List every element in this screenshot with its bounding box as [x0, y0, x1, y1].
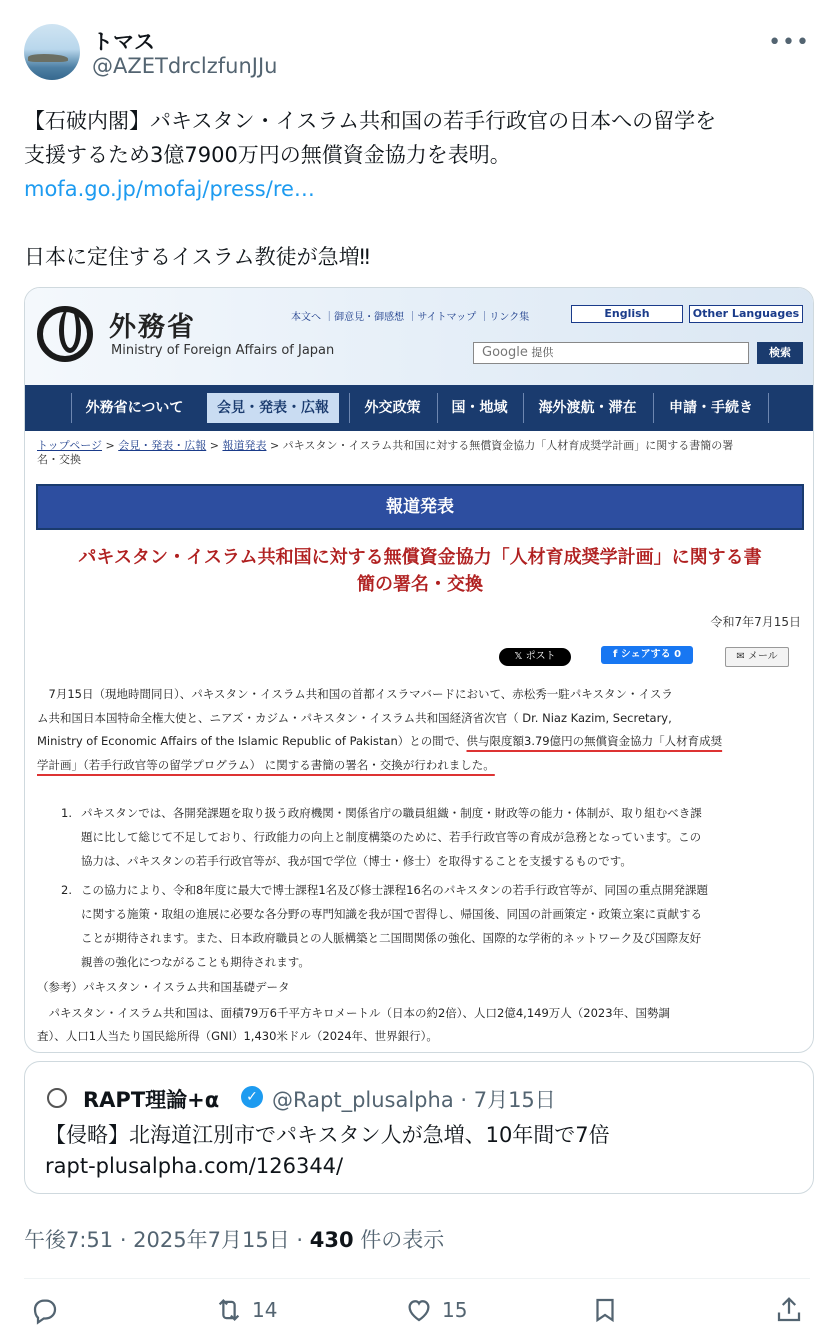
quoted-author-name: RAPT理論+α — [83, 1088, 220, 1112]
list-item — [37, 801, 805, 873]
mofa-header — [25, 288, 814, 385]
author-handle[interactable]: @AZETdrclzfunJJu — [92, 54, 278, 78]
highlighted-text: 学計画」（若手行政官等の留学プログラム） に関する書簡の署名・交換が行われました。 — [37, 757, 495, 772]
heart-icon — [404, 1295, 434, 1325]
press-title-line: 簡の署名・交換 — [357, 574, 483, 595]
x-post-button: 𝕏 ポスト — [499, 648, 571, 666]
breadcrumb-press: 報道発表 — [222, 439, 267, 452]
facebook-share-button: f シェアする 0 — [601, 646, 693, 664]
tweet-header — [24, 24, 810, 84]
list-line: この協力により、令和8年度に最大で博士課程1名及び修士課程16名のパキスタンの若手行政官等が、同国の重点開発課題 — [81, 883, 709, 897]
press-body-line: 7月15日（現地時間同日）、パキスタン・イスラム共和国の首都イスラマバードにおいて、赤松秀一駐パキスタン・イスラ — [37, 687, 673, 701]
highlighted-text: 供与限度額3.79億円の無償資金協力「人材育成奨 — [466, 734, 723, 748]
reply-icon — [30, 1295, 60, 1325]
retweet-button[interactable] — [214, 1290, 277, 1330]
nav-item-travel: 海外渡航・滞在 — [523, 393, 651, 423]
english-button: English — [571, 305, 683, 323]
google-sub-label: 提供 — [531, 346, 554, 359]
breadcrumb — [37, 439, 803, 467]
tweet-text — [24, 104, 814, 274]
nav-item-policy: 外交政策 — [349, 393, 435, 423]
verified-badge-icon: ✓ — [241, 1086, 263, 1108]
list-item — [37, 878, 805, 974]
view-label: 件の表示 — [353, 1228, 445, 1252]
more-options-icon[interactable]: ••• — [768, 30, 810, 55]
share-icon — [774, 1295, 804, 1325]
press-body-line — [37, 730, 805, 754]
breadcrumb-current-cont: 名・交換 — [37, 453, 81, 466]
press-title — [25, 544, 814, 598]
tweet-line: 日本に定住するイスラム教徒が急増‼ — [24, 245, 370, 269]
retweet-icon — [214, 1295, 244, 1325]
google-label: Google — [482, 345, 528, 360]
list-line: 協力は、パキスタンの若手行政官等が、我が国で学位（博士・修士）を取得することを支援するものです。 — [81, 854, 632, 868]
list-line: 親善の強化につながることも期待されます。 — [81, 955, 310, 969]
attached-image[interactable] — [24, 287, 814, 1053]
author-avatar[interactable] — [24, 24, 80, 80]
mofa-emblem-icon — [37, 306, 93, 362]
quoted-author-handle: @Rapt_plusalpha · 7月15日 — [272, 1088, 556, 1112]
other-languages-button: Other Languages — [689, 305, 803, 323]
view-count: 430 — [309, 1228, 354, 1252]
divider — [24, 1278, 810, 1279]
mofa-top-links: 本文へ ｜御意見・御感想 ｜サイトマップ ｜リンク集 — [291, 312, 530, 323]
reply-button[interactable] — [30, 1290, 68, 1330]
breadcrumb-current: > パキスタン・イスラム共和国に対する無償資金協力「人材育成奨学計画」に関する書簡の署 — [266, 439, 734, 452]
google-search-box — [473, 342, 749, 364]
quoted-line: 【侵略】北海道江別市でパキスタン人が急増、10年間で7倍 — [45, 1123, 610, 1147]
nav-item-about: 外務省について — [71, 393, 197, 423]
nav-item-region: 国・地域 — [437, 393, 521, 423]
press-body-text: Ministry of Economic Affairs of the Islamic Republic of Pakistan）との間で、 — [37, 734, 467, 748]
press-body-line — [37, 754, 805, 778]
mofa-nav-bar — [25, 385, 814, 431]
quoted-tweet[interactable] — [24, 1061, 814, 1194]
reference-line: 査）、人口1人当たり国民総所得（GNI）1,430米ドル（2024年、世界銀行）。 — [37, 1029, 438, 1043]
list-line: に関する施策・取組の進展に必要な各分野の専門知識を我が国で習得し、帰国後、同国の計画策定・政策立案に貢献する — [81, 907, 702, 921]
list-number: 1. — [61, 806, 72, 820]
nav-item-press: 会見・発表・広報 — [207, 393, 339, 423]
breadcrumb-sep: > — [102, 439, 119, 452]
list-number: 2. — [61, 883, 72, 897]
press-title-line: パキスタン・イスラム共和国に対する無償資金協力「人材育成奨学計画」に関する書 — [78, 547, 762, 568]
press-body-line: ム共和国日本国特命全権大使と、ニアズ・カジム・パキスタン・イスラム共和国経済省次官（ Dr. Niaz Kazim, Secretary, — [37, 710, 672, 725]
like-button[interactable] — [404, 1290, 467, 1330]
breadcrumb-top: トップページ — [37, 439, 103, 452]
press-release-bar: 報道発表 — [36, 484, 804, 530]
breadcrumb-press-pub: 会見・発表・広報 — [118, 439, 207, 452]
search-button: 検索 — [757, 342, 803, 364]
tweet-link[interactable]: mofa.go.jp/mofaj/press/re… — [24, 177, 315, 201]
tweet-blank-line — [24, 206, 814, 240]
action-bar — [24, 1290, 810, 1330]
bookmark-icon — [590, 1295, 620, 1325]
tweet-line: 【石破内閣】パキスタン・イスラム共和国の若手行政官の日本への留学を — [24, 109, 717, 133]
list-line: ことが期待されます。また、日本政府職員との人脈構築と二国間関係の強化、国際的な学術的ネットワーク及び国際友好 — [81, 931, 702, 945]
press-date: 令和7年7月15日 — [710, 615, 801, 629]
quoted-line: rapt-plusalpha.com/126344/ — [45, 1154, 344, 1178]
quoted-author-avatar — [47, 1088, 67, 1108]
reference-line: パキスタン・イスラム共和国は、面積79万6千平方キロメートル（日本の約2倍）、人口2億4,149万人（2023年、国勢調 — [37, 1006, 671, 1020]
mofa-name-en: Ministry of Foreign Affairs of Japan — [111, 343, 335, 358]
like-count: 15 — [442, 1298, 468, 1322]
bookmark-button[interactable] — [590, 1290, 620, 1330]
share-button[interactable] — [774, 1290, 804, 1330]
tweet-timestamp[interactable]: 午後7:51 · 2025年7月15日 · — [24, 1228, 310, 1252]
quoted-text — [45, 1120, 610, 1182]
press-body — [37, 683, 805, 777]
retweet-count: 14 — [252, 1298, 278, 1322]
tweet-line: 支援するため3億7900万円の無償資金協力を表明。 — [24, 143, 511, 167]
author-name[interactable]: トマス — [92, 30, 155, 54]
tweet-meta — [24, 1224, 444, 1254]
list-line: パキスタンでは、各開発課題を取り扱う政府機関・関係省庁の職員組織・制度・財政等の能力・体制が、取り組むべき課 — [81, 806, 702, 820]
reference-title: （参考）パキスタン・イスラム共和国基礎データ — [37, 980, 290, 994]
mail-button: ✉ メール — [725, 647, 789, 667]
nav-item-apply: 申請・手続き — [653, 393, 769, 423]
breadcrumb-sep: > — [206, 439, 223, 452]
list-line: 題に比して総じて不足しており、行政能力の向上と制度構築のために、若手行政官等の育成が急務となっています。この — [81, 830, 702, 844]
mofa-name-jp: 外務省 — [109, 312, 196, 343]
